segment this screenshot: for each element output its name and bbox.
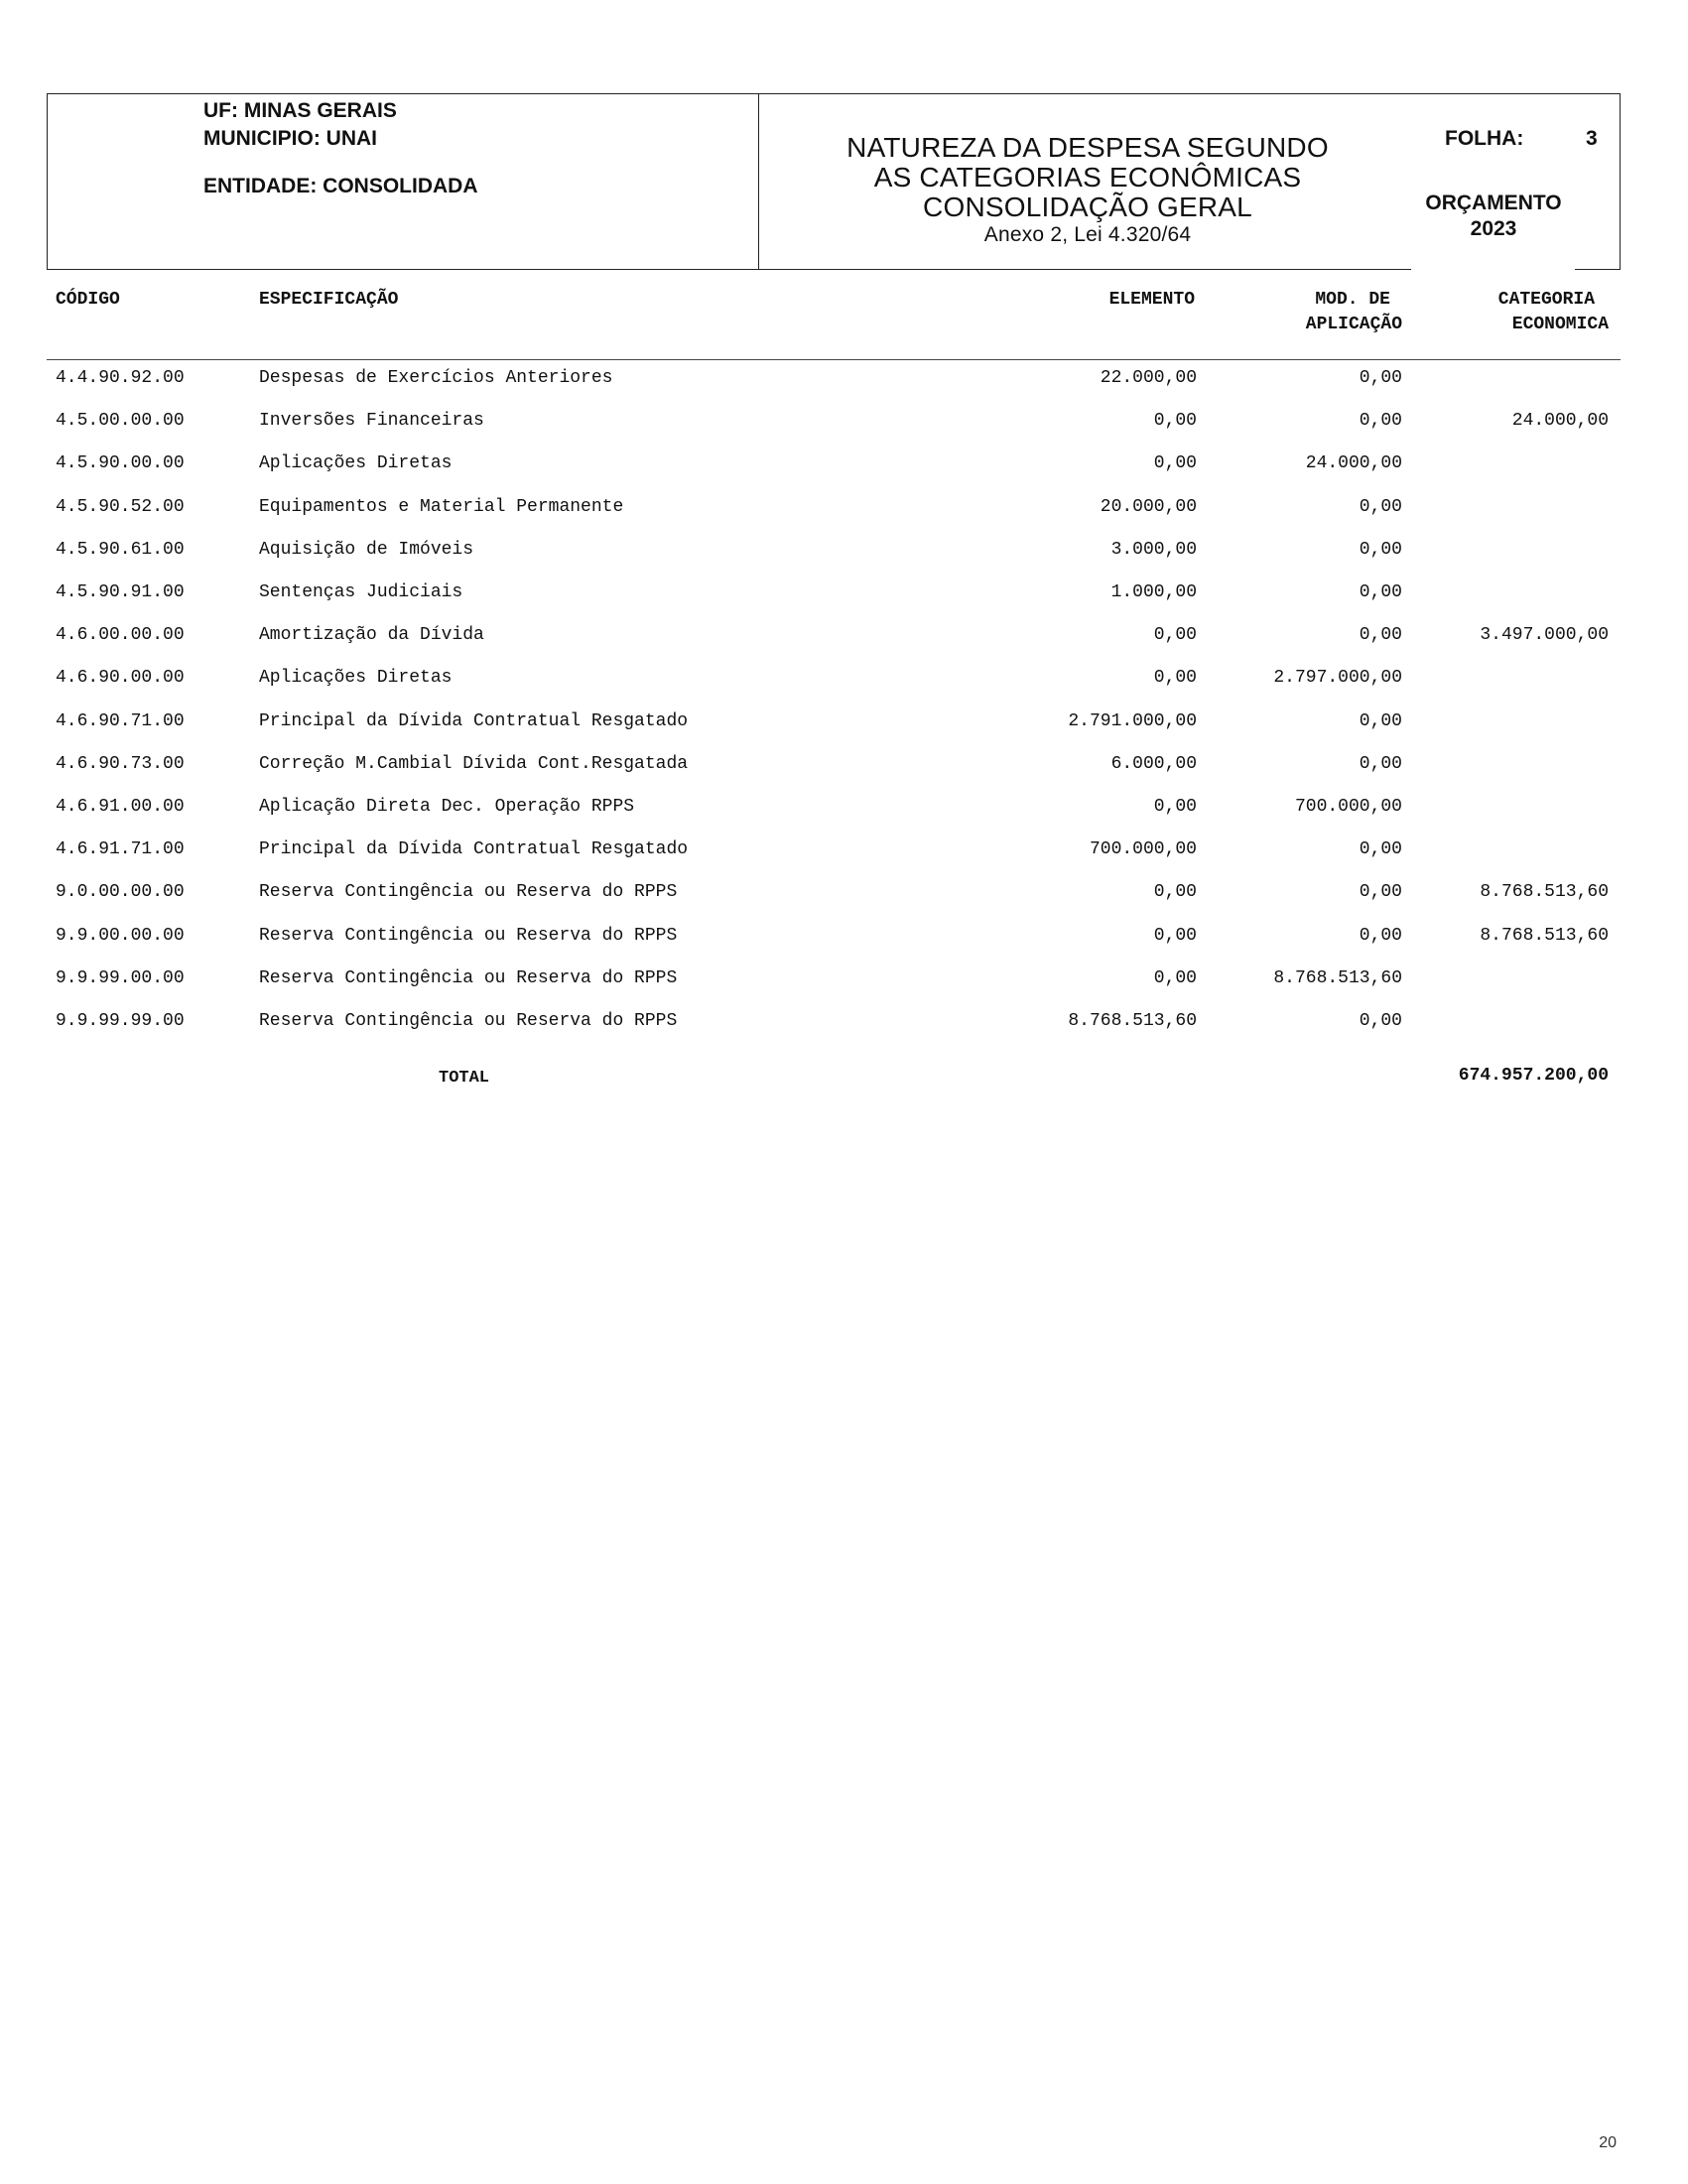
col-header-categoria: [1498, 288, 1609, 337]
cell-codigo: 9.0.00.00.00: [56, 882, 185, 903]
table-row: [0, 754, 1688, 797]
cell-especificacao: Correção M.Cambial Dívida Cont.Resgatada: [259, 753, 689, 774]
cell-mod-aplicacao: 0,00: [1359, 496, 1402, 517]
cell-mod-aplicacao: 0,00: [1359, 753, 1402, 774]
table-row: [0, 453, 1688, 496]
table-row: [0, 926, 1688, 968]
cell-codigo: 4.5.90.52.00: [56, 496, 185, 517]
col-header-cat-line1: CATEGORIA: [1497, 290, 1595, 310]
uf-label: UF: MINAS GERAIS: [203, 99, 397, 122]
header-rule: [47, 359, 1621, 360]
title-line-2: AS CATEGORIAS ECONÔMICAS: [873, 162, 1302, 193]
cell-elemento: 0,00: [1153, 967, 1197, 988]
cell-mod-aplicacao: 0,00: [1359, 368, 1402, 388]
cell-mod-aplicacao: 0,00: [1359, 625, 1402, 646]
total-label: TOTAL: [439, 1069, 490, 1088]
cell-mod-aplicacao: 0,00: [1359, 925, 1402, 946]
cell-codigo: 4.5.90.61.00: [56, 539, 185, 560]
cell-codigo: 4.6.90.73.00: [56, 753, 185, 774]
cell-categoria: 24.000,00: [1511, 411, 1609, 432]
cell-elemento: 20.000,00: [1100, 496, 1197, 517]
cell-categoria: 8.768.513,60: [1480, 925, 1609, 946]
col-header-mod-line1: MOD. DE: [1315, 290, 1390, 310]
cell-mod-aplicacao: 0,00: [1359, 539, 1402, 560]
entidade-label: ENTIDADE: CONSOLIDADA: [203, 175, 478, 197]
cell-codigo: 4.5.90.00.00: [56, 453, 185, 474]
cell-elemento: 700.000,00: [1089, 839, 1197, 860]
table-row: [0, 368, 1688, 411]
table-row: [0, 882, 1688, 925]
cell-categoria: 3.497.000,00: [1480, 625, 1609, 646]
folha-value: 3: [1586, 127, 1598, 150]
cell-elemento: 0,00: [1153, 453, 1197, 474]
cell-especificacao: Principal da Dívida Contratual Resgatado: [259, 710, 689, 731]
report-title: [764, 133, 1411, 248]
table-row: [0, 839, 1688, 882]
cell-codigo: 4.6.90.71.00: [56, 710, 185, 731]
cell-mod-aplicacao: 8.768.513,60: [1273, 967, 1402, 988]
municipio-label: MUNICIPIO: UNAI: [203, 127, 377, 150]
table-row: [0, 668, 1688, 710]
table-row: [0, 497, 1688, 540]
cell-categoria: 8.768.513,60: [1480, 882, 1609, 903]
cell-especificacao: Reserva Contingência ou Reserva do RPPS: [259, 967, 678, 988]
col-header-mod-line2: APLICAÇÃO: [1305, 315, 1402, 334]
cell-especificacao: Despesas de Exercícios Anteriores: [259, 368, 613, 388]
cell-codigo: 4.5.90.91.00: [56, 582, 185, 602]
col-header-especificacao: ESPECIFICAÇÃO: [259, 290, 399, 310]
cell-codigo: 4.6.90.00.00: [56, 668, 185, 689]
cell-codigo: 4.6.91.71.00: [56, 839, 185, 860]
table-row: [0, 711, 1688, 754]
cell-codigo: 9.9.99.00.00: [56, 967, 185, 988]
cell-elemento: 0,00: [1153, 797, 1197, 817]
cell-mod-aplicacao: 0,00: [1359, 882, 1402, 903]
cell-mod-aplicacao: 24.000,00: [1305, 453, 1402, 474]
cell-mod-aplicacao: 700.000,00: [1294, 797, 1402, 817]
cell-elemento: 0,00: [1153, 411, 1197, 432]
cell-elemento: 0,00: [1153, 925, 1197, 946]
cell-mod-aplicacao: 0,00: [1359, 839, 1402, 860]
table-row: [0, 625, 1688, 668]
folha-label: FOLHA:: [1445, 127, 1524, 150]
table-row: [0, 1011, 1688, 1054]
cell-especificacao: Inversões Financeiras: [259, 411, 484, 432]
cell-elemento: 8.768.513,60: [1068, 1011, 1197, 1031]
cell-codigo: 9.9.99.99.00: [56, 1011, 185, 1031]
cell-especificacao: Equipamentos e Material Permanente: [259, 496, 624, 517]
header-divider: [758, 93, 759, 270]
cell-mod-aplicacao: 0,00: [1359, 411, 1402, 432]
cell-codigo: 4.6.00.00.00: [56, 625, 185, 646]
col-header-cat-line2: ECONOMICA: [1511, 315, 1609, 334]
cell-mod-aplicacao: 0,00: [1359, 1011, 1402, 1031]
cell-especificacao: Aplicações Diretas: [259, 668, 453, 689]
cell-especificacao: Principal da Dívida Contratual Resgatado: [259, 839, 689, 860]
cell-codigo: 4.5.00.00.00: [56, 411, 185, 432]
title-line-3: CONSOLIDAÇÃO GERAL: [923, 192, 1252, 222]
report-subtitle: Anexo 2, Lei 4.320/64: [983, 223, 1192, 246]
cell-elemento: 0,00: [1153, 668, 1197, 689]
cell-mod-aplicacao: 2.797.000,00: [1273, 668, 1402, 689]
col-header-codigo: CÓDIGO: [56, 290, 120, 310]
cell-elemento: 1.000,00: [1110, 582, 1197, 602]
col-header-mod-aplicacao: [1306, 288, 1402, 337]
orcamento-label: ORÇAMENTO: [1425, 192, 1562, 214]
title-line-1: NATUREZA DA DESPESA SEGUNDO: [846, 132, 1329, 163]
table-row: [0, 540, 1688, 582]
cell-elemento: 22.000,00: [1100, 368, 1197, 388]
cell-elemento: 6.000,00: [1110, 753, 1197, 774]
cell-codigo: 9.9.00.00.00: [56, 925, 185, 946]
cell-elemento: 3.000,00: [1110, 539, 1197, 560]
cell-mod-aplicacao: 0,00: [1359, 582, 1402, 602]
table-row: [0, 582, 1688, 625]
cell-elemento: 0,00: [1153, 625, 1197, 646]
orcamento-block: [1409, 191, 1578, 242]
page-number: 20: [1599, 2134, 1617, 2151]
cell-elemento: 2.791.000,00: [1068, 710, 1197, 731]
cell-codigo: 4.6.91.00.00: [56, 797, 185, 817]
cell-especificacao: Aquisição de Imóveis: [259, 539, 474, 560]
table-row: [0, 411, 1688, 453]
cell-especificacao: Sentenças Judiciais: [259, 582, 463, 602]
col-header-elemento: ELEMENTO: [1108, 290, 1195, 310]
header-gap: [1411, 266, 1575, 274]
table-row: [0, 968, 1688, 1011]
table-row: [0, 797, 1688, 839]
cell-especificacao: Aplicações Diretas: [259, 453, 453, 474]
total-value: 674.957.200,00: [1458, 1066, 1609, 1086]
orcamento-year: 2023: [1470, 217, 1517, 240]
cell-elemento: 0,00: [1153, 882, 1197, 903]
cell-especificacao: Reserva Contingência ou Reserva do RPPS: [259, 1011, 678, 1031]
cell-mod-aplicacao: 0,00: [1359, 710, 1402, 731]
cell-codigo: 4.4.90.92.00: [56, 368, 185, 388]
cell-especificacao: Reserva Contingência ou Reserva do RPPS: [259, 925, 678, 946]
cell-especificacao: Amortização da Dívida: [259, 625, 484, 646]
cell-especificacao: Reserva Contingência ou Reserva do RPPS: [259, 882, 678, 903]
cell-especificacao: Aplicação Direta Dec. Operação RPPS: [259, 797, 635, 817]
